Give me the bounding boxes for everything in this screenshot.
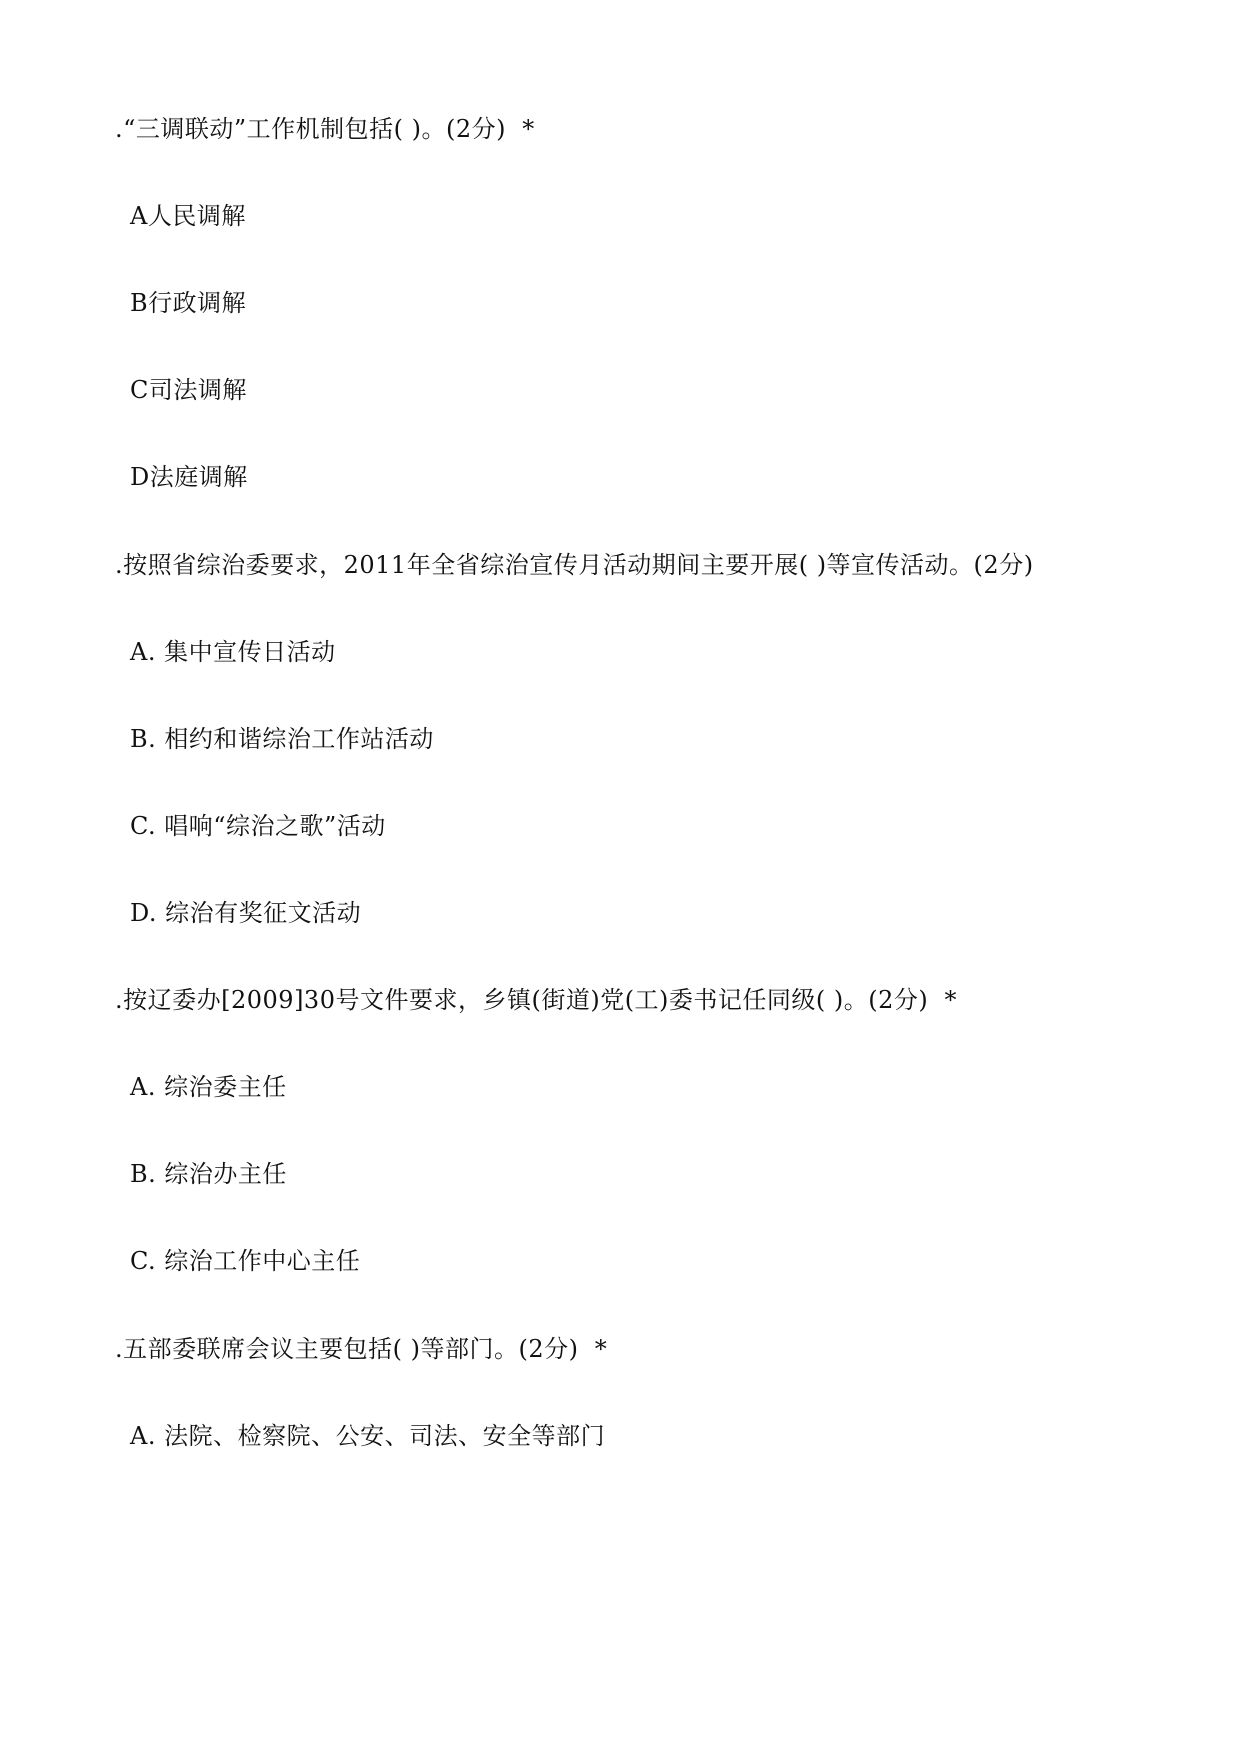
question-4-stem: .五部委联席会议主要包括( )等部门。(2分) *: [115, 1335, 608, 1363]
question-1-option-b: B行政调解: [130, 289, 247, 317]
question-2-option-a: A. 集中宣传日活动: [130, 638, 336, 666]
question-1-option-d: D法庭调解: [130, 463, 248, 491]
question-3-option-a: A. 综治委主任: [130, 1073, 287, 1101]
question-2-option-b: B. 相约和谐综治工作站活动: [130, 725, 434, 753]
question-3-stem: .按辽委办[2009]30号文件要求，乡镇(街道)党(工)委书记任同级( )。(2分) *: [115, 986, 958, 1014]
question-1-stem: .“三调联动”工作机制包括( )。(2分) *: [115, 115, 535, 143]
question-4-option-a: A. 法院、检察院、公安、司法、安全等部门: [130, 1422, 606, 1450]
question-3-option-b: B. 综治办主任: [130, 1160, 287, 1188]
question-2-stem: .按照省综治委要求，2011年全省综治宣传月活动期间主要开展( )等宣传活动。(2分): [115, 551, 1034, 579]
question-2-option-c: C. 唱响“综治之歌”活动: [130, 812, 386, 840]
question-1-option-c: C司法调解: [130, 376, 247, 404]
question-2-option-d: D. 综治有奖征文活动: [130, 899, 362, 927]
question-1-option-a: A人民调解: [130, 202, 246, 230]
question-3-option-c: C. 综治工作中心主任: [130, 1247, 361, 1275]
